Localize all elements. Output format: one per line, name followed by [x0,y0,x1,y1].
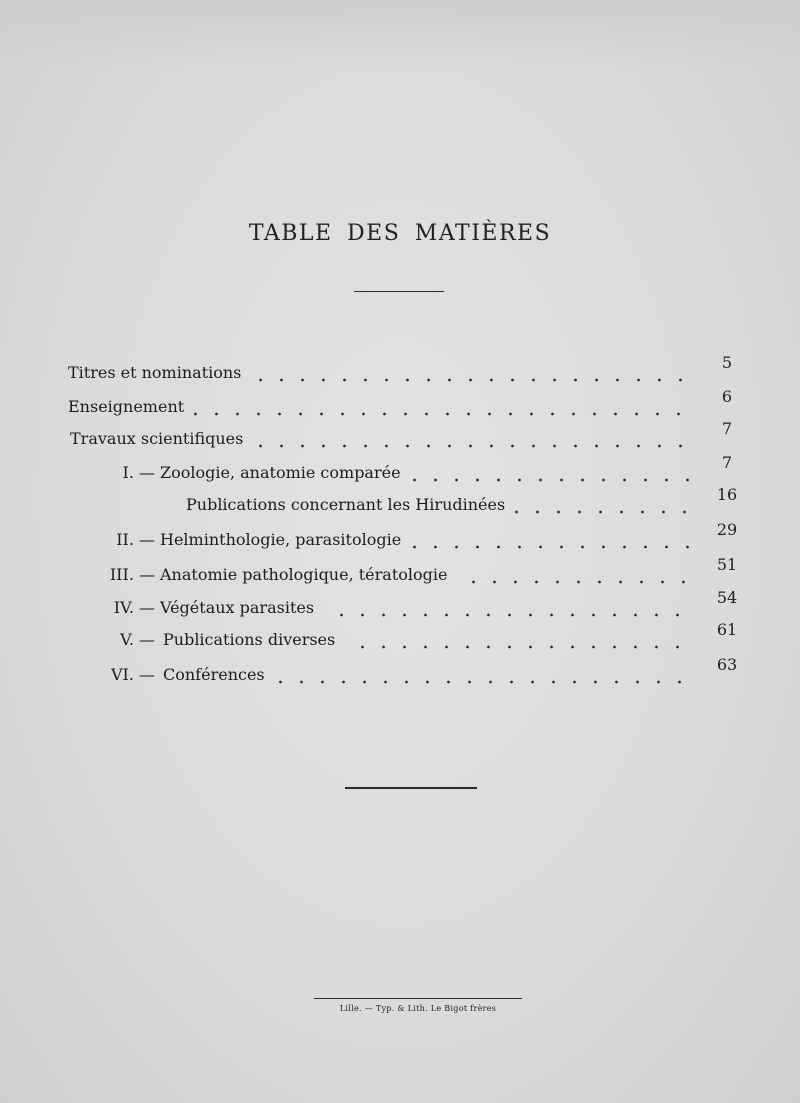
toc-entry-page: 51 [716,555,738,574]
dot-leader [270,664,694,686]
toc-entry [0,588,800,619]
toc-entry-page: 6 [721,387,733,406]
toc-entry [0,555,800,586]
dot-leader [250,428,694,450]
toc-entry-label: Zoologie, anatomie comparée [160,463,401,482]
toc-entry [0,655,800,686]
dot-leader [331,597,694,619]
toc-entry [0,419,800,450]
printer-imprint: Lille. — Typ. & Lith. Le Bigot frères [339,1004,497,1013]
page-shadow [0,0,800,70]
end-rule [345,787,477,789]
dot-leader [506,494,694,516]
toc-entry-number: V. — [120,630,155,649]
toc-entry-page: 16 [716,485,738,504]
toc-entry [0,387,800,418]
dot-leader [185,396,694,418]
dot-leader [352,629,694,651]
toc-entry-label: Conférences [163,665,265,684]
toc-entry-page: 7 [721,453,733,472]
footer-rule [314,998,522,999]
toc-entry-label: Enseignement [68,397,185,416]
toc-entry [0,620,800,651]
toc-entry-label: Titres et nominations [68,363,242,382]
toc-entry-label: Anatomie pathologique, tératologie [160,565,448,584]
page-title: TABLE DES MATIÈRES [248,221,552,246]
toc-entry-page: 63 [716,655,738,674]
toc-entry-label: Publications concernant les Hirudinées [186,495,506,514]
toc-entry [0,353,800,384]
dot-leader [463,564,694,586]
toc-entry-label: Travaux scientifiques [70,429,244,448]
toc-entry-page: 5 [721,353,733,372]
dot-leader [250,362,694,384]
toc-entry-number: IV. — [113,598,155,617]
toc-entry-label: Végétaux parasites [160,598,315,617]
toc-entry [0,520,800,551]
dot-leader [404,529,694,551]
toc-entry-number: VI. — [110,665,155,684]
toc-entry-label: Publications diverses [163,630,336,649]
toc-entry-page: 29 [716,520,738,539]
toc-entry-number: II. — [116,530,155,549]
toc-entry-page: 7 [721,419,733,438]
toc-entry-number: I. — [122,463,155,482]
dot-leader [404,462,694,484]
toc-entry-label: Helminthologie, parasitologie [160,530,402,549]
title-rule [354,291,444,292]
toc-entry-page: 61 [716,620,738,639]
toc-entry [0,453,800,484]
toc-entry-page: 54 [716,588,738,607]
toc-entry-number: III. — [109,565,155,584]
toc-entry [0,485,800,516]
